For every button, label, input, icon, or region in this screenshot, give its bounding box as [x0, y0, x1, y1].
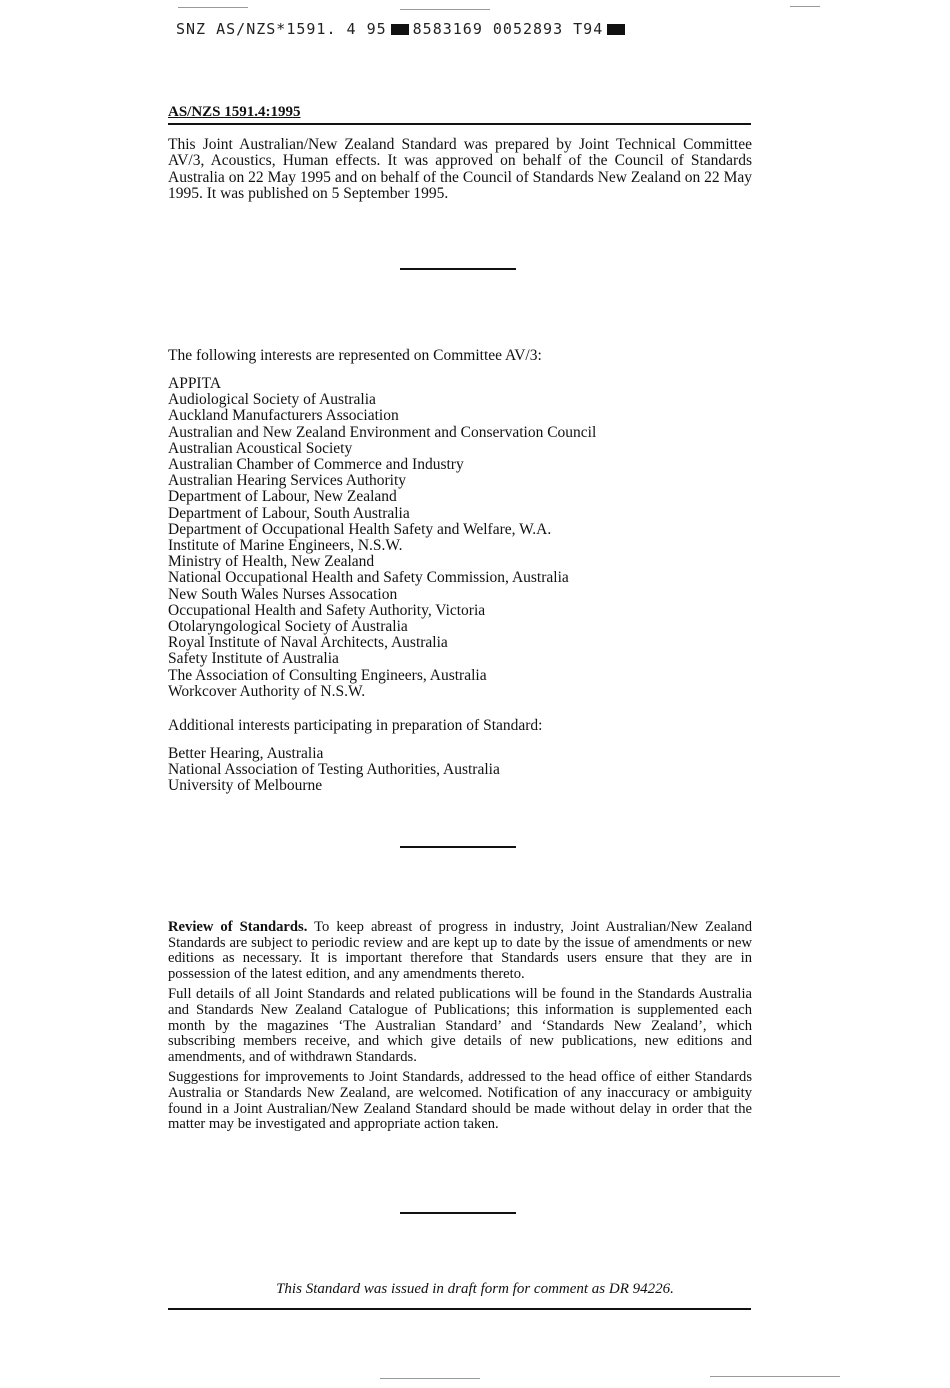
review-paragraph-1-text: To keep abreast of progress in industry, Joint Australian/New Zealand Standards are subject to periodic review and are kept up to date by the issue of amendments or new editions as necessary. It is important therefore that Standards users ensure that they are in possession of the latest edition, and any amendments thereto.: [168, 919, 752, 982]
review-paragraph-1: [168, 920, 752, 982]
list-item: University of Melbourne: [168, 777, 323, 795]
list-item: Better Hearing, Australia: [168, 745, 324, 762]
review-paragraph-3: Suggestions for improvements to Joint Standards, addressed to the head office of either Standards Australia or Standards New Zealand, are welcomed. Notification of any inaccuracy or ambiguity found in a Joint Australian/New Zealand Standard should be made without delay in order that the matter may be investigated and appropriate action taken.: [168, 1069, 752, 1133]
scan-speck: [710, 1376, 840, 1377]
list-item: The Association of Consulting Engineers, Australia: [168, 666, 487, 684]
scan-speck: [380, 1378, 480, 1379]
header-code-part2: 8583169 0052893 T94: [412, 20, 604, 38]
black-block-mark: [607, 24, 625, 35]
list-item: Workcover Authority of N.S.W.: [168, 682, 366, 700]
list-item: Department of Occupational Health Safety and Welfare, W.A.: [168, 520, 552, 538]
list-item: APPITA: [168, 375, 222, 392]
list-item: Audiological Society of Australia: [168, 391, 376, 409]
section-separator: [400, 1212, 516, 1214]
scan-speck: [400, 9, 490, 10]
list-item: Australian Hearing Services Authority: [168, 472, 407, 490]
header-code-part1: SNZ AS/NZS*1591. 4 95: [176, 20, 387, 38]
list-item: Australian Acoustical Society: [168, 439, 353, 457]
document-header-code: [176, 20, 629, 38]
list-item: National Occupational Health and Safety Commission, Australia: [168, 569, 569, 587]
list-item: Department of Labour, New Zealand: [168, 488, 397, 506]
list-item: Safety Institute of Australia: [168, 650, 339, 668]
committee-intro: The following interests are represented on Committee AV/3:: [168, 347, 542, 364]
review-of-standards-section: [168, 920, 752, 1138]
preparation-paragraph: This Joint Australian/New Zealand Standard was prepared by Joint Technical Committee AV/3, Acoustics, Human effects. It was approved on behalf of the Council of Standards Australia on 22 May 1995 and on behalf of the Council of Standards New Zealand on 22 May 1995. It was published on 5 September 1995.: [168, 136, 752, 202]
list-item: Ministry of Health, New Zealand: [168, 553, 375, 571]
bottom-rule: [168, 1308, 751, 1310]
list-item: Institute of Marine Engineers, N.S.W.: [168, 537, 403, 555]
section-separator: [400, 846, 516, 848]
scan-speck: [178, 7, 248, 8]
review-heading: Review of Standards.: [168, 919, 308, 935]
scan-speck: [790, 6, 820, 7]
review-paragraph-2: Full details of all Joint Standards and related publications will be found in the Standards Australia and Standards New Zealand Catalogue of Publications; this information is supplemented each month by the magazines ‘The Australian Standard’ and ‘Standards New Zealand’, which subscribing members receive, and which give details of new publications, new editions and amendments, and of withdrawn Standards.: [168, 986, 752, 1065]
additional-interests-intro: Additional interests participating in preparation of Standard:: [168, 717, 543, 734]
list-item: Australian and New Zealand Environment and Conservation Council: [168, 423, 597, 441]
black-block-mark: [391, 24, 409, 35]
draft-footer-note: This Standard was issued in draft form for comment as DR 94226.: [276, 1281, 674, 1297]
list-item: Department of Labour, South Australia: [168, 504, 410, 522]
list-item: New South Wales Nurses Assocation: [168, 585, 398, 603]
list-item: Australian Chamber of Commerce and Industry: [168, 456, 464, 474]
top-rule: [168, 123, 751, 125]
standard-id: AS/NZS 1591.4:1995: [168, 104, 301, 120]
list-item: Occupational Health and Safety Authority, Victoria: [168, 601, 486, 619]
additional-interests-list: [168, 746, 500, 795]
section-separator: [400, 268, 516, 270]
committee-member-list: [168, 376, 596, 700]
list-item: Royal Institute of Naval Architects, Australia: [168, 634, 448, 652]
list-item: Auckland Manufacturers Association: [168, 407, 399, 425]
list-item: National Association of Testing Authorities, Australia: [168, 761, 500, 779]
list-item: Otolaryngological Society of Australia: [168, 618, 408, 636]
